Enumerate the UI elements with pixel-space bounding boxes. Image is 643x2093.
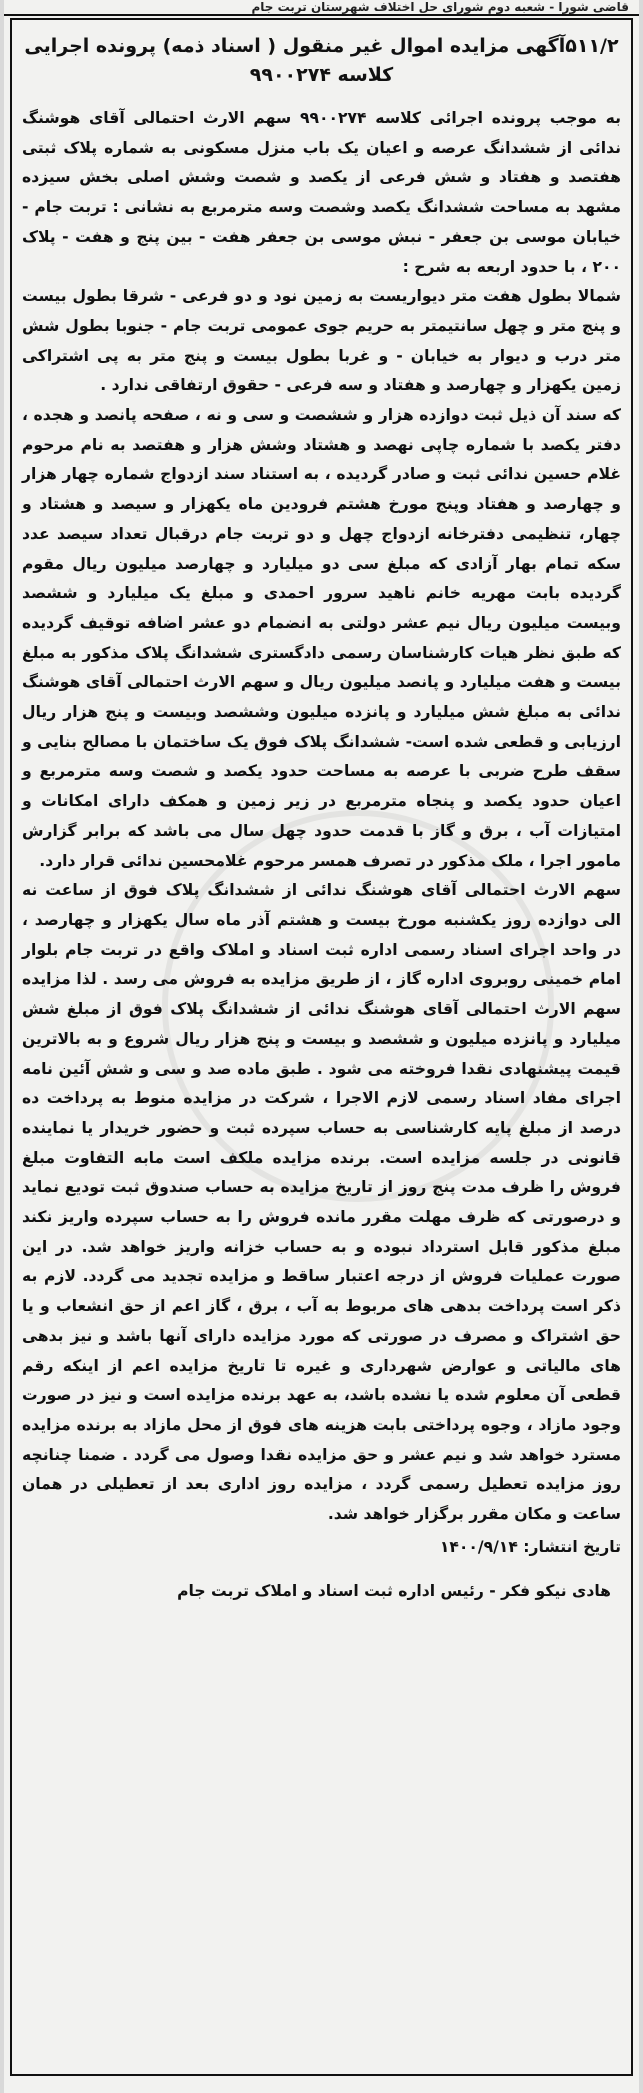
signature: هادی نیکو فکر - رئیس اداره ثبت اسناد و املاک تربت جام xyxy=(177,1581,611,1600)
paragraph-boundaries: شمالا بطول هفت متر دیواریست به زمین نود و دو فرعی - شرقا بطول بیست و پنج متر و چهل سانتیمتر به حریم جوی عمومی تربت جام - جنوبا بطول شش متر درب و دیوار به خیابان - و غربا بطول بیست و پنج متر به پی اشتراکی زمین یکهزار و چهارصد و هفتاد و سه فرعی - حقوق ارتفاقی ندارد . xyxy=(22,287,621,395)
newspaper-clipping xyxy=(4,0,639,2093)
publication-date: تاریخ انتشار: ۱۴۰۰/۹/۱۴ xyxy=(439,1537,621,1556)
file-number: کلاسه ۹۹۰۰۲۷۴ xyxy=(249,64,394,86)
paragraph-auction-terms: سهم الارث احتمالی آقای هوشنگ ندائی از ششدانگ پلاک فوق از ساعت نه الی دوازده روز یکشنبه مورخ بیست و هشتم آذر ماه سال یکهزار و چهارصد ، در واحد اجرای اسناد رسمی اداره ثبت اسناد و املاک واقع در تربت جام بلوار امام خمینی روبروی اداره گاز ، از طریق مزایده به فروش می رسد . لذا مزایده سهم الارث احتمالی آقای هوشنگ ندائی از ششدانگ پلاک فوق از مبلغ شش میلیارد و پانزده میلیون و ششصد و بیست و پنج هزار ریال شروع و به بالاترین قیمت پیشنهادی نقدا فروخته می شود . طبق ماده صد و سی و شش آئین نامه اجرای مفاد اسناد رسمی لازم الاجرا ، شرکت در مزایده منوط به پرداخت ده درصد از مبلغ پایه کارشناسی به حساب سپرده ثبت و حضور خریدار یا نماینده قانونی در جلسه مزایده است. برنده مزایده ملکف است مابه التفاوت مبلغ فروش را ظرف مدت پنج روز از تاریخ مزایده به حساب صندوق ثبت تودیع نماید و درصورتی که ظرف مهلت مقرر مانده فروش را به حساب سپرده واریز نکند مبلغ مذکور قابل استرداد نبوده و به حساب خزانه واریز خواهد شد. در این صورت عملیات فروش از درجه اعتبار ساقط و مزایده تجدید می گردد. لازم به ذکر است پرداخت بدهی های مربوط به آب ، برق ، گاز اعم از حق انشعاب و یا حق اشتراک و مصرف در صورتی که مورد مزایده دارای آنها باشد و نیز بدهی های مالیاتی و عوارض شهرداری و غیره تا تاریخ مزایده اعم از اینکه رقم قطعی آن معلوم شده یا نشده باشد، به عهد برنده مزایده است و نیز در صورت وجود مازاد ، وجوه پرداختی بابت هزینه های فوق از محل مازاد به برنده مزایده مسترد خواهد شد و نیم عشر و حق مزایده نقدا وصول می گردد . ضمنا چنانچه روز مزایده تعطیل رسمی گردد ، مزایده روز اداری بعد از تعطیلی در همان ساعت و مکان مقرر برگزار خواهد شد. xyxy=(22,881,621,1524)
notice-frame xyxy=(10,18,633,2076)
paragraph-deed-and-valuation: که سند آن ذیل ثبت دوازده هزار و ششصت و سی و نه ، صفحه پانصد و هجده ، دفتر یکصد با شماره چاپی نهصد و هشتاد وشش هزار و هفتصد به نام مرحوم غلام حسین ندائی ثبت و صادر گردیده ، به استناد سند ازدواج شماره چهار هزار و چهارصد و هفتاد وپنج مورخ هشتم فرودین ماه یکهزار و سیصد و هشتاد و چهار، تنظیمی دفترخانه ازدواج چهل و دو تربت جام درقبال تعداد سیصد عدد سکه تمام بهار آزادی که مبلغ سی دو میلیارد و چهارصد میلیون ریال مقوم گردیده بابت مهریه خانم ناهید سرور احمدی و مبلغ یک میلیارد و ششصد وبیست میلیون ریال نیم عشر دولتی به انضمام دو عشر اضافه توقیف گردیده که طبق نظر هیات کارشناسان رسمی دادگستری ششدانگ پلاک مذکور به مبلغ بیست و هفت میلیارد و پانصد میلیون ریال و سهم الارث احتمالی آقای هوشنگ ندائی به مبلغ شش میلیارد و پانزده میلیون وششصد وبیست و پنج هزار ریال ارزیابی و قطعی شده است- ششدانگ پلاک فوق یک ساختمان با مصالح بنایی و سقف طرح ضربی با عرصه به مساحت حدود یکصد و شصت وسه مترمربع و اعیان حدود یکصد و پنجاه مترمربع در زیر زمین و همکف دارای امکانات و امتیازات آب ، برق و گاز با قدمت حدود چهل سال می باشد که برابر گزارش مامور اجرا ، ملک مذکور در تصرف همسر مرحوم غلامحسین ندائی قرار دارد. xyxy=(22,406,621,870)
header-strip: قاضی شورا - شعبه دوم شورای حل اختلاف شهرستان تربت جام xyxy=(4,0,639,16)
paragraph-property-description: به موجب پرونده اجرائی کلاسه ۹۹۰۰۲۷۴ سهم الارث احتمالی آقای هوشنگ ندائی از ششدانگ عرصه و اعیان یک باب منزل مسکونی به شماره پلاک ثبتی هفتصد و هفتاد و شش فرعی از یکصد و شصت وشش اصلی بخش سیزده مشهد به مساحت ششدانگ یکصد وشصت وسه مترمربع به نشانی : تربت جام - خیابان موسی بن جعفر - نبش موسی بن جعفر هفت - بین پنج و هفت - پلاک ۲۰۰ ، با حدود اربعه به شرح : xyxy=(22,109,621,276)
notice-title: ۵۱۱/۲آگهی مزایده اموال غیر منقول ( اسناد ذمه) پرونده اجرایی xyxy=(24,35,619,57)
